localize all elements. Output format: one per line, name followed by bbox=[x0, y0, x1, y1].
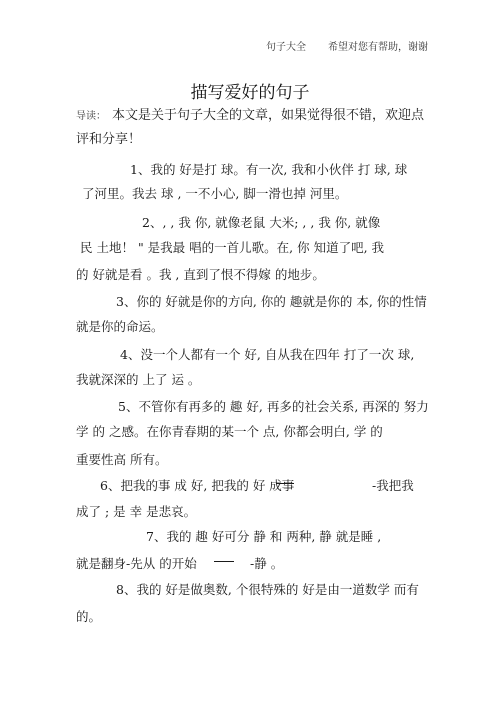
body-line: -静 。 bbox=[250, 556, 284, 571]
body-line: 7、我的 趣 好可分 静 和 两种, 静 就是睡 , bbox=[146, 529, 382, 544]
body-line: 2、, , 我 你, 就像老鼠 大米; , , 我 你, 就像 bbox=[142, 215, 381, 230]
body-line: 8、我的 好是做奥数, 个很特殊的 好是由一道数学 而有 bbox=[116, 582, 419, 597]
body-line: 5、不管你有再多的 趣 好, 再多的社会关系, 再深的 努力 bbox=[118, 399, 429, 414]
body-line: 成了 ; 是 幸 是悲哀。 bbox=[76, 504, 197, 519]
header-tagline: 希望对您有帮助，谢谢 bbox=[328, 42, 428, 53]
body-line: 6、把我的事 成 好, 把我的 好 成事 bbox=[100, 478, 295, 493]
header-site-name: 句子大全 bbox=[266, 42, 306, 53]
intro-label: 导读： bbox=[76, 111, 106, 122]
body-line: 就是翻身-先从 的开始 bbox=[76, 556, 197, 571]
body-line: 我就深深的 上了 运 。 bbox=[76, 372, 201, 387]
body-line: -我把我 bbox=[372, 478, 414, 493]
body-line: 4、没一个人都有一个 好, 自从我在四年 打了一次 球, bbox=[120, 347, 415, 362]
body-line: 3、你的 好就是你的方向, 你的 趣就是你的 本, 你的性情 bbox=[116, 294, 427, 309]
body-line: 的 好就是看 。我 , 直到了恨不得嫁 的地步。 bbox=[76, 267, 325, 282]
body-line: 就是你的命运。 bbox=[76, 319, 164, 334]
body-line: 的。 bbox=[76, 609, 102, 624]
document-title: 描写爱好的句子 bbox=[190, 83, 310, 103]
body-line: 了河里。我去 球 , 一不小心, 脚一滑也掉 河里。 bbox=[82, 186, 348, 201]
intro-text: 本文是关于句子大全的文章，如果觉得很不错，欢迎点评和分享！ bbox=[76, 108, 425, 147]
intro-paragraph bbox=[76, 104, 426, 151]
page-header bbox=[266, 38, 428, 53]
body-line: 1、我的 好是打 球。有一次, 我和小伙伴 打 球, 球 bbox=[130, 162, 408, 177]
body-line: 民 土地！ " 是我最 唱的一首儿歌。在, 你 知道了吧, 我 bbox=[80, 240, 385, 255]
em-dash-rule bbox=[276, 483, 294, 484]
body-line: 重要性高 所有。 bbox=[76, 452, 168, 467]
em-dash-rule bbox=[214, 561, 234, 562]
body-line: 学 的 之感。在你青春期的某一个 点, 你都会明白, 学 的 bbox=[76, 424, 383, 439]
